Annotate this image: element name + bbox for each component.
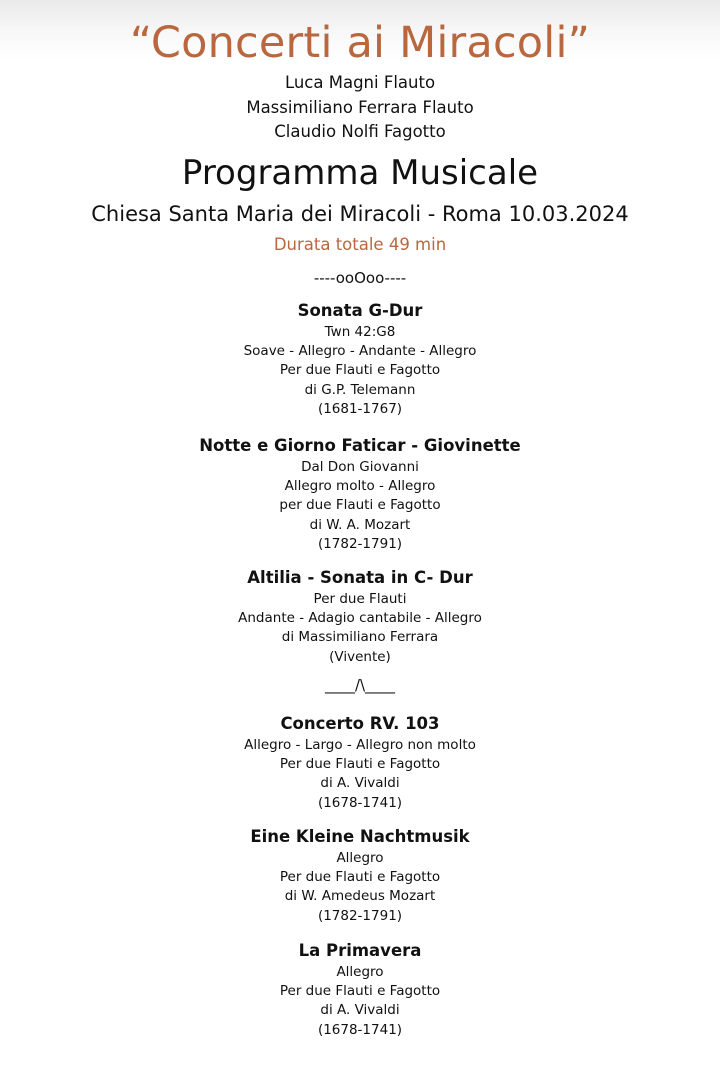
program-heading: Programma Musicale <box>181 153 539 193</box>
piece-detail: Allegro <box>336 964 384 980</box>
piece-detail: Allegro molto - Allegro <box>284 478 436 495</box>
piece-altilia <box>0 566 720 667</box>
piece-detail: (1678-1741) <box>317 1021 403 1038</box>
piece-title: La Primavera <box>298 941 422 960</box>
piece-detail: Per due Flauti e Fagotto <box>279 756 441 773</box>
piece-concerto-rv-103 <box>0 712 720 813</box>
total-duration: Durata totale 49 min <box>273 235 447 254</box>
piece-detail: Per due Flauti e Fagotto <box>279 983 441 1000</box>
piece-detail: Per due Flauti e Fagotto <box>279 362 441 379</box>
piece-notte-e-giorno <box>0 434 720 554</box>
piece-sonata-g-dur <box>0 299 720 419</box>
performer-line: Massimiliano Ferrara Flauto <box>246 97 474 117</box>
piece-detail: per due Flauti e Fagotto <box>279 497 441 514</box>
performers-list <box>0 71 720 145</box>
piece-detail: (Vivente) <box>329 648 391 665</box>
piece-detail: (1782-1791) <box>317 907 403 924</box>
piece-detail: Per due Flauti <box>313 591 407 607</box>
piece-detail: Allegro - Largo - Allegro non molto <box>244 737 476 753</box>
piece-la-primavera <box>0 939 720 1040</box>
piece-detail: di A. Vivaldi <box>320 1002 400 1019</box>
piece-detail: Andante - Adagio cantabile - Allegro <box>238 610 482 627</box>
piece-title: Eine Kleine Nachtmusik <box>250 827 470 846</box>
piece-detail: di W. A. Mozart <box>309 516 411 533</box>
ornament-separator: ----ooOoo---- <box>313 269 407 287</box>
piece-title: Sonata G-Dur <box>297 301 423 320</box>
piece-title: Altilia - Sonata in C- Dur <box>247 568 473 587</box>
piece-detail: (1678-1741) <box>317 794 403 811</box>
piece-detail: di Massimiliano Ferrara <box>281 629 439 646</box>
piece-detail: di W. Amedeus Mozart <box>284 888 436 905</box>
venue-and-date: Chiesa Santa Maria dei Miracoli - Roma 10.03.2024 <box>91 202 629 226</box>
piece-detail: Dal Don Giovanni <box>301 459 419 475</box>
piece-detail: Soave - Allegro - Andante - Allegro <box>243 343 477 360</box>
piece-detail: di G.P. Telemann <box>304 381 416 398</box>
piece-eine-kleine-nachtmusik <box>0 825 720 926</box>
intermission-divider: ____/\____ <box>324 676 396 694</box>
piece-detail: Per due Flauti e Fagotto <box>279 869 441 886</box>
piece-title: Notte e Giorno Faticar - Giovinette <box>199 436 521 455</box>
piece-detail: Allegro <box>336 850 384 866</box>
performer-line: Luca Magni Flauto <box>284 73 436 92</box>
piece-title: Concerto RV. 103 <box>280 714 440 733</box>
piece-detail: (1681-1767) <box>317 400 403 417</box>
concert-title: “Concerti ai Miracoli” <box>129 18 591 68</box>
piece-detail: Twn 42:G8 <box>324 324 396 340</box>
performer-line: Claudio Nolfi Fagotto <box>274 122 446 141</box>
piece-detail: di A. Vivaldi <box>320 775 400 792</box>
piece-detail: (1782-1791) <box>317 535 403 552</box>
